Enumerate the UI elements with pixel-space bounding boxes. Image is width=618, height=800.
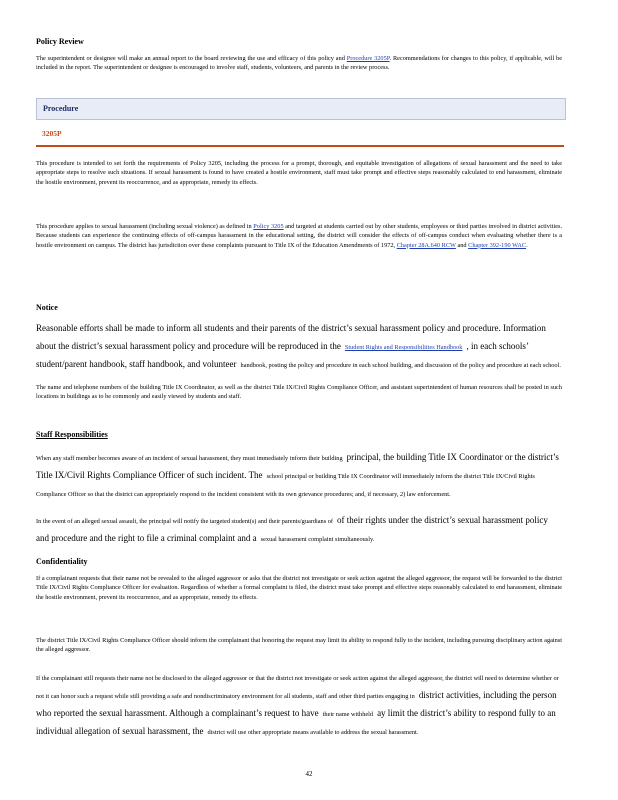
rcw-link[interactable]: Chapter 28A.640 RCW (396, 241, 456, 249)
staff-big-c: of their rights under the district’s sexual harassment policy and procedure and the right to file a criminal complaint and a (36, 515, 548, 543)
policy-review-heading: Policy Review (36, 37, 84, 46)
assault-paragraph (36, 510, 562, 546)
notice-paragraph (36, 318, 562, 372)
conf-big-a: district activities, including the person who reported the sexual harassment. Although a complainant’s request to have (36, 690, 557, 718)
confidentiality-heading: Confidentiality (36, 557, 88, 566)
policy-review-text (36, 54, 562, 73)
procedure-scope-paragraph (36, 222, 562, 250)
page-number: 42 (305, 770, 313, 778)
notice-posting-paragraph: The name and telephone numbers of the building Title IX Coordinator, as well as the district Title IX/Civil Rights Compliance Officer, and assistant superintendent of human resources shall be posted in such locations in buildings as to be commonly and easily viewed by students and staff. (36, 384, 562, 401)
policy-3205-link[interactable]: Policy 3205 (253, 223, 284, 230)
procedure-intro-paragraph: This procedure is intended to set forth the requirements of Policy 3205, including the process for a prompt, thorough, and equitable investigation of allegations of sexual harassment and the need to take appropriate steps to resolve such situations. If sexual harassment is found to have created a hostile environment, staff must take prompt and effective steps reasonably calculated to end harassment, eliminate the hostile environment, prevent its reoccurrence, and as appropriate, remedy its effects. (36, 160, 562, 186)
scope-text-d: . (526, 241, 528, 249)
staff-tiny-a: When any staff member becomes aware of an incident of sexual harassment, they must immediately inform their building (36, 455, 343, 462)
procedure-section-band (36, 98, 566, 120)
section-divider (36, 145, 564, 147)
notice-tiny-text: handbook, posting the policy and procedure in each school building, and discussion of the policy and procedure at each school. (240, 362, 561, 369)
staff-tiny-d: sexual harassment complaint simultaneously. (260, 536, 375, 543)
conf-tiny-end: district will use other appropriate means available to address the sexual harassment. (207, 729, 419, 736)
staff-big-a: principal, the building Title IX Coordinator or the district’s Title IX/Civil Rights Compliance Officer of such incident. The (36, 452, 559, 480)
staff-tiny-b: school principal or building Title IX Coordinator will immediately inform the district Title IX/Civil Rights Compliance Officer so that the district can appropriately respond to the incident consistent with its own grievance procedures; and, if necessary, 2) law enforcement. (36, 473, 535, 498)
staff-responsibilities-heading: Staff Responsibilities (36, 430, 108, 439)
staff-tiny-c: In the event of an alleged sexual assault, the principal will notify the targeted student(s) and their parents/guardians of (36, 518, 333, 525)
policy-review-text-b: . Recommendations for changes to this policy, if applicable, will be included in the report. The superintendent or designee is encouraged to involve staff, students, volunteers, and parents in the review process. (36, 55, 562, 72)
scope-text-c: and (457, 241, 467, 249)
confidentiality-paragraph-2: The district Title IX/Civil Rights Compliance Officer should inform the complainant that honoring the request may limit its ability to respond fully to the incident, including pursuing disciplinary action against the alleged aggressor. (36, 637, 562, 654)
wac-link[interactable]: Chapter 392-190 WAC (468, 241, 527, 249)
notice-big-text: Reasonable efforts shall be made to inform all students and their parents of the district’s sexual harassment policy and procedure. Information about the district’s sexual harassment policy and procedure will be reproduced in the (36, 323, 546, 351)
procedure-3205p-link[interactable]: Procedure 3205P (346, 55, 390, 62)
conf-big-b: ay limit the district’s ability to respond fully to an individual allegation of sexual harassment, the (36, 708, 556, 736)
scope-text-a: This procedure applies to sexual harassment (including sexual violence) as defined in (36, 223, 252, 230)
procedure-code: 3205P (42, 129, 62, 138)
procedure-band-title: Procedure (43, 104, 79, 113)
conf-tiny-b: their name withheld (322, 711, 374, 718)
confidentiality-paragraph-1: If a complainant requests that their name not be revealed to the alleged aggressor or asks that the district not investigate or seek action against the alleged aggressor, the request will be forwarded to the district Title IX/Civil Rights Compliance Officer for evaluation. Regardless of whether a formal complaint is filed, the district must take prompt and effective steps reasonably calculated to end harassment, eliminate the hostile environment, prevent its reoccurrence, and as appropriate, remedy its effects. (36, 575, 562, 601)
notice-heading: Notice (36, 303, 58, 312)
policy-review-text-a: The superintendent or designee will make an annual report to the board reviewing the use and efficacy of this policy and (36, 55, 345, 62)
staff-paragraph (36, 447, 562, 501)
confidentiality-paragraph-3 (36, 667, 562, 739)
notice-big-text-2: , in each schools’ student/parent handbook, staff handbook, and volunteer (36, 341, 529, 369)
scope-text-b: and targeted at students carried out by other students, employees or third parties involved in district activities. Because students can experience the continuing effects of off-campus harassment in the educational setting, the district will consider the effects of off-campus conduct when evaluating whether there is a hostile environment on campus. The district has jurisdiction over these complaints pursuant to Title IX of the Education Amendments of 1972, (36, 223, 563, 249)
student-handbook-link[interactable]: Student Rights and Responsibilities Handbook (344, 344, 463, 351)
conf-tiny-a: If the complainant still requests their name not be disclosed to the alleged aggressor or that the district not investigate or seek action against the alleged aggressor, the district will need to determine whether or not it can honor such a request while still providing a safe and nondiscriminatory environment for all students, staff and other third parties engaging in (36, 675, 559, 700)
